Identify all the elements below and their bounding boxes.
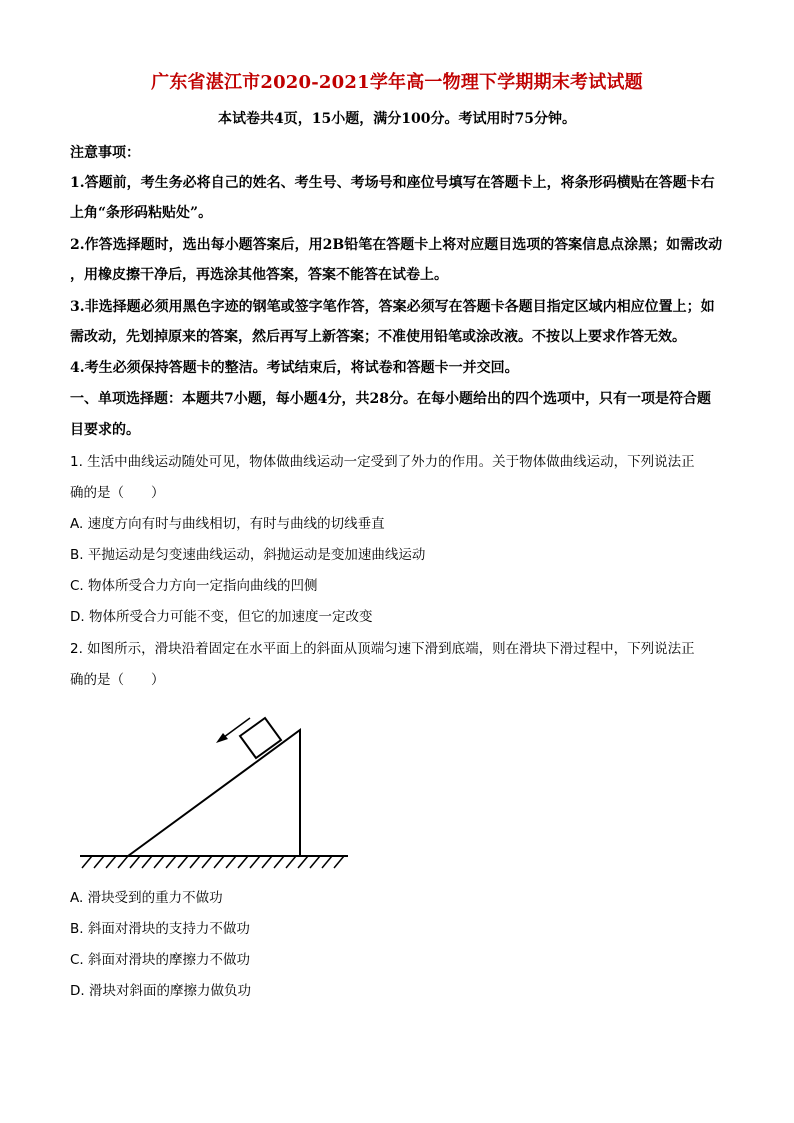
note-line: 2.作答选择题时，选出每小题答案后，用2B铅笔在答题卡上将对应题目选项的答案信息点涂黑；如需改动	[70, 237, 723, 253]
section-heading: 一、单项选择题：本题共7小题，每小题4分，共28分。在每小题给出的四个选项中，只有一项是符合题	[70, 391, 711, 407]
question-2-option-a: A. 滑块受到的重力不做功	[70, 890, 223, 906]
note-line: 需改动，先划掉原来的答案，然后再写上新答案；不准使用铅笔或涂改液。不按以上要求作答无效。	[70, 329, 686, 345]
section-heading: 目要求的。	[70, 422, 140, 438]
ground-hatching	[82, 856, 344, 868]
notes-heading: 注意事项：	[70, 145, 140, 161]
arrow-head	[216, 733, 228, 743]
note-line: ，用橡皮擦干净后，再选涂其他答案，答案不能答在试卷上。	[70, 267, 448, 283]
question-2-option-d: D. 滑块对斜面的摩擦力做负功	[70, 983, 251, 999]
question-1-option-d: D. 物体所受合力可能不变，但它的加速度一定改变	[70, 609, 373, 625]
question-1-stem: 确的是（ ）	[70, 485, 165, 501]
note-line: 1.答题前，考生务必将自己的姓名、考生号、考场号和座位号填写在答题卡上，将条形码横贴在答题卡右	[70, 175, 715, 191]
note-line: 上角“条形码粘贴处”。	[70, 205, 213, 221]
exam-info: 本试卷共4页，15小题，满分100分。考试用时75分钟。	[218, 111, 576, 127]
note-line: 3.非选择题必须用黑色字迹的钢笔或签字笔作答，答案必须写在答题卡各题目指定区域内相应位置上；如	[70, 299, 715, 315]
question-1-option-c: C. 物体所受合力方向一定指向曲线的凹侧	[70, 578, 318, 594]
incline-triangle	[128, 730, 300, 856]
question-1-option-b: B. 平抛运动是匀变速曲线运动，斜抛运动是变加速曲线运动	[70, 547, 426, 563]
question-1-option-a: A. 速度方向有时与曲线相切，有时与曲线的切线垂直	[70, 516, 385, 532]
question-2-stem: 确的是（ ）	[70, 672, 165, 688]
question-2-option-b: B. 斜面对滑块的支持力不做功	[70, 921, 250, 937]
sliding-block	[240, 718, 281, 758]
page-title: 广东省湛江市2020-2021学年高一物理下学期期末考试试题	[151, 72, 643, 93]
question-1-stem: 1. 生活中曲线运动随处可见，物体做曲线运动一定受到了外力的作用。关于物体做曲线运动，下列说法正	[70, 454, 695, 470]
incline-figure	[78, 708, 353, 878]
question-2-stem: 2. 如图所示，滑块沿着固定在水平面上的斜面从顶端匀速下滑到底端，则在滑块下滑过程中，下列说法正	[70, 641, 695, 657]
note-line: 4.考生必须保持答题卡的整洁。考试结束后，将试卷和答题卡一并交回。	[70, 360, 519, 376]
question-2-option-c: C. 斜面对滑块的摩擦力不做功	[70, 952, 251, 968]
